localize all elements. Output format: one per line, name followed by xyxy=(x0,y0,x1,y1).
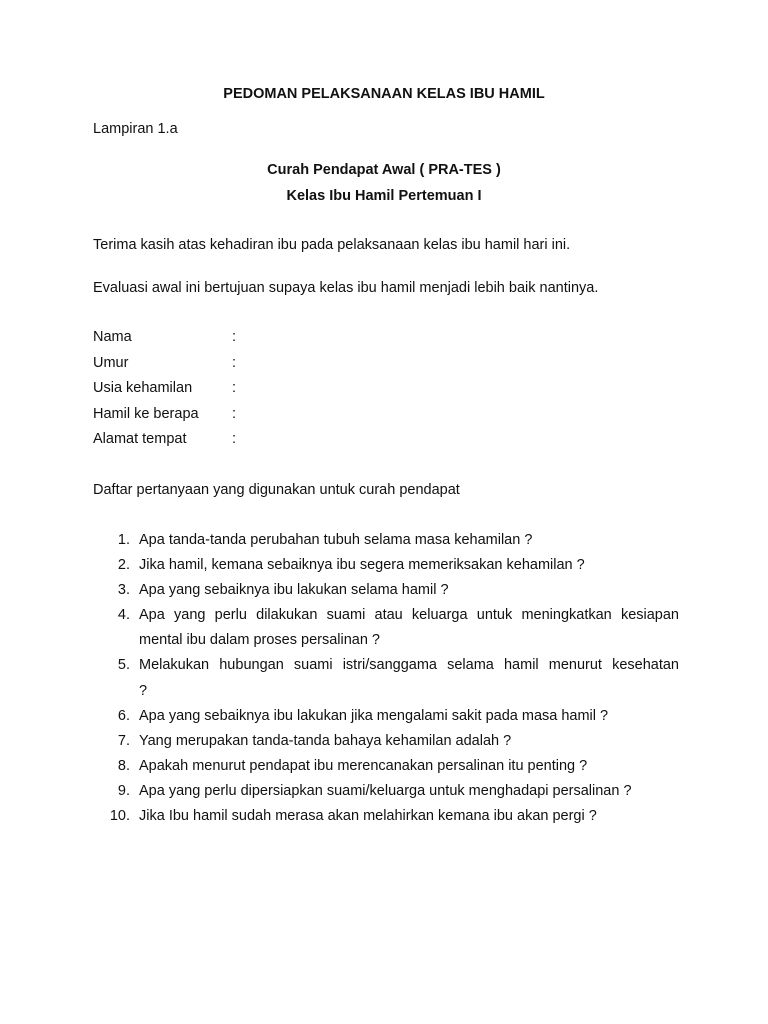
question-number: 9. xyxy=(117,783,130,799)
question-text: Yang merupakan tanda-tanda bahaya kehamilan adalah ? xyxy=(139,733,512,749)
question-text: Jika Ibu hamil sudah merasa akan melahirkan kemana ibu akan pergi ? xyxy=(139,808,597,824)
field-colon: : xyxy=(232,431,237,447)
question-number: 2. xyxy=(117,557,130,573)
intro-purpose: Evaluasi awal ini bertujuan supaya kelas ibu hamil menjadi lebih baik nantinya. xyxy=(93,280,599,296)
question-text-continued: ? xyxy=(139,683,148,699)
field-label-nama: Nama xyxy=(93,329,132,345)
field-label-alamat-tempat: Alamat tempat xyxy=(93,431,187,447)
attachment-label: Lampiran 1.a xyxy=(93,121,178,137)
question-text: Apa tanda-tanda perubahan tubuh selama masa kehamilan ? xyxy=(139,532,533,548)
question-text-continued: mental ibu dalam proses persalinan ? xyxy=(139,632,380,648)
pretest-subtitle: Curah Pendapat Awal ( PRA-TES ) xyxy=(267,162,501,178)
question-number: 4. xyxy=(117,607,130,623)
question-number: 5. xyxy=(117,657,130,673)
question-number: 10. xyxy=(109,808,130,824)
field-colon: : xyxy=(232,329,237,345)
question-number: 6. xyxy=(117,708,130,724)
question-text: Apa yang perlu dipersiapkan suami/keluarga untuk menghadapi persalinan ? xyxy=(139,783,632,799)
document-title: PEDOMAN PELAKSANAAN KELAS IBU HAMIL xyxy=(223,86,545,102)
questions-heading: Daftar pertanyaan yang digunakan untuk curah pendapat xyxy=(93,482,460,498)
field-label-usia-kehamilan: Usia kehamilan xyxy=(93,380,193,396)
question-number: 3. xyxy=(117,582,130,598)
question-number: 8. xyxy=(117,758,130,774)
question-text: Apa yang sebaiknya ibu lakukan selama hamil ? xyxy=(139,582,449,598)
field-colon: : xyxy=(232,380,237,396)
intro-thanks: Terima kasih atas kehadiran ibu pada pelaksanaan kelas ibu hamil hari ini. xyxy=(93,237,571,253)
field-colon: : xyxy=(232,406,237,422)
question-text: Jika hamil, kemana sebaiknya ibu segera memeriksakan kehamilan ? xyxy=(139,557,585,573)
meeting-subtitle: Kelas Ibu Hamil Pertemuan I xyxy=(286,188,482,204)
field-label-hamil-ke-berapa: Hamil ke berapa xyxy=(93,406,199,422)
field-label-umur: Umur xyxy=(93,355,129,371)
question-text: Apa yang perlu dilakukan suami atau keluarga untuk meningkatkan kesiapan xyxy=(139,607,679,623)
field-colon: : xyxy=(232,355,237,371)
question-number: 1. xyxy=(117,532,130,548)
question-number: 7. xyxy=(117,733,130,749)
question-text: Melakukan hubungan suami istri/sanggama selama hamil menurut kesehatan xyxy=(139,657,679,673)
question-text: Apa yang sebaiknya ibu lakukan jika mengalami sakit pada masa hamil ? xyxy=(139,708,609,724)
question-text: Apakah menurut pendapat ibu merencanakan persalinan itu penting ? xyxy=(139,758,588,774)
